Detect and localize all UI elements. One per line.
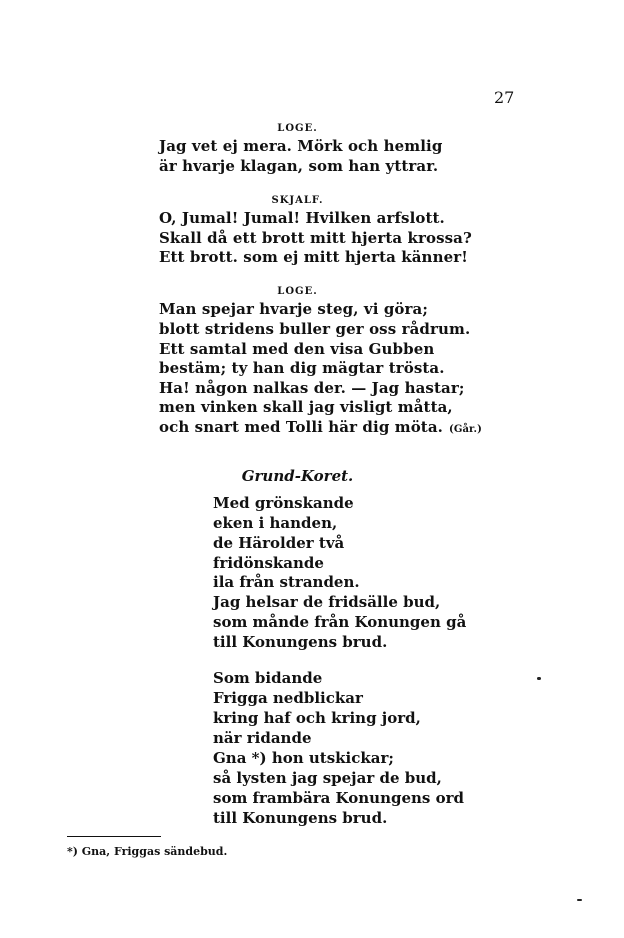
scan-speck	[537, 677, 541, 680]
verse-line: Ha! någon nalkas der. — Jag hastar;	[159, 379, 465, 397]
chorus-line: kring haf och kring jord,	[213, 709, 421, 727]
page-number: 27	[494, 88, 515, 107]
verse-line: O, Jumal! Jumal! Hvilken arfslott.	[159, 209, 445, 227]
speaker-name: LOGE.	[277, 286, 318, 297]
chorus-line: Gna *) hon utskickar;	[213, 749, 394, 767]
chorus-line: eken i handen,	[213, 514, 338, 532]
chorus-line: fridönskande	[213, 554, 324, 572]
speaker-name: SKJALF.	[271, 195, 324, 206]
chorus-line: Frigga nedblickar	[213, 689, 363, 707]
verse-line: Man spejar hvarje steg, vi göra;	[159, 300, 428, 318]
verse-line: Ett brott. som ej mitt hjerta känner!	[159, 248, 468, 266]
chorus-line: Jag helsar de fridsälle bud,	[213, 593, 441, 611]
stage-direction: (Går.)	[448, 424, 482, 435]
verse-text: och snart med Tolli här dig möta.	[159, 418, 443, 436]
verse-line: Jag vet ej mera. Mörk och hemlig	[159, 137, 443, 155]
chorus-line: så lysten jag spejar de bud,	[213, 769, 442, 787]
chorus-line: till Konungens brud.	[213, 633, 388, 651]
scan-speck	[577, 899, 582, 901]
chorus-line: ila från stranden.	[213, 573, 360, 591]
footnote: *) Gna, Friggas sändebud.	[67, 845, 228, 858]
speaker-name: LOGE.	[277, 123, 318, 134]
verse-line: är hvarje klagan, som han yttrar.	[159, 157, 439, 175]
chorus-line: när ridande	[213, 729, 312, 747]
verse-line: men vinken skall jag visligt måtta,	[159, 398, 453, 416]
chorus-line: de Härolder två	[213, 534, 345, 552]
verse-line: blott stridens buller ger oss rådrum.	[159, 320, 471, 338]
verse-line: Skall då ett brott mitt hjerta krossa?	[159, 229, 472, 247]
chorus-line: som månde från Konungen gå	[213, 613, 467, 631]
footnote-rule	[67, 836, 161, 837]
verse-line: bestäm; ty han dig mägtar trösta.	[159, 359, 445, 377]
chorus-title: Grund-Koret.	[241, 467, 354, 485]
verse-line	[159, 418, 482, 436]
chorus-line: Som bidande	[213, 669, 323, 687]
chorus-line: till Konungens brud.	[213, 809, 388, 827]
chorus-line: som frambära Konungens ord	[213, 789, 464, 807]
verse-line: Ett samtal med den visa Gubben	[159, 340, 435, 358]
chorus-line: Med grönskande	[213, 494, 354, 512]
